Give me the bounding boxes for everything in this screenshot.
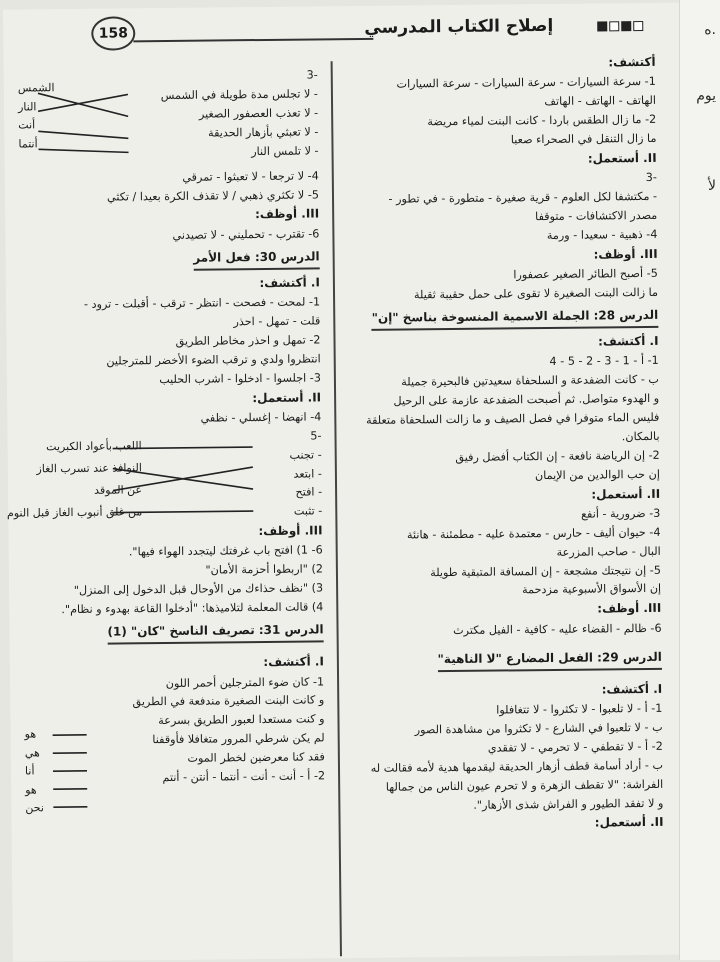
text-line: 6- تقترب - تحمليني - لا تصيدني bbox=[19, 225, 319, 246]
text-line: ب - أراد أسامة قطف أزهار الحديقة ليقدمها هدية لأمه فقالت له bbox=[347, 756, 663, 777]
text-line: 1- لمحت - فصحت - انتظر - ترقب - أقبلت - ترود - bbox=[20, 293, 320, 314]
kana-arrows bbox=[47, 727, 88, 817]
text-line: - لا تعذب العصفور الصغير bbox=[18, 104, 318, 125]
text-line: 2- ما زال الطقس باردا - كانت البنت لمياء مريضة bbox=[340, 111, 656, 132]
lesson-title: الدرس 28: الجملة الاسمية المنسوخة بناسخ "إن" bbox=[372, 306, 659, 331]
ex3-target: النار bbox=[18, 98, 78, 116]
text-line: الهاتف - الهاتف - الهاتف bbox=[340, 92, 656, 113]
pronoun-label: نحن bbox=[25, 799, 73, 817]
ex5-target: النوافذ عند تسرب الغاز bbox=[22, 458, 142, 480]
section-heading: أكتشف: bbox=[340, 53, 656, 75]
text-line: 2- أ - أنت - أنت - أنتما - أنتن - أنتم bbox=[25, 767, 325, 788]
section-heading: III. أوظف: bbox=[345, 599, 661, 621]
text-line: - افتح bbox=[22, 484, 322, 505]
text-line: انتظروا ولدي و ترقب الضوء الأخضر للمترجلين bbox=[21, 350, 321, 371]
lesson-title: الدرس 29: الفعل المضارع "لا الناهية" bbox=[438, 647, 662, 672]
ex3-target: أنت bbox=[18, 116, 78, 134]
next-page-edge bbox=[679, 0, 720, 960]
text-line: -3 bbox=[341, 169, 657, 190]
text-line: - لا تجلس مدة طويلة في الشمس bbox=[18, 85, 318, 106]
section-heading: I. أكتشف: bbox=[20, 273, 320, 295]
text-line: 4) قالت المعلمة لتلاميذها: "أدخلوا القاعة بهدوء و نظام". bbox=[23, 599, 323, 620]
pronoun-label: أنا bbox=[25, 762, 73, 780]
book-page bbox=[3, 2, 713, 961]
text-line: فقد كنا معرضين لخطر الموت bbox=[25, 749, 325, 770]
section-heading: III. أوظف: bbox=[342, 245, 658, 267]
section-heading: III. أوظف: bbox=[22, 522, 322, 544]
text-line: 2) "اربطوا أحزمة الأمان" bbox=[23, 561, 323, 582]
edge-text: ه. bbox=[704, 22, 716, 38]
text-line: 5- إن نتيجتك مشجعة - إن المسافة المتبقية طويلة bbox=[345, 561, 661, 582]
right-column bbox=[340, 53, 664, 837]
header-title: إصلاح الكتاب المدرسي bbox=[364, 16, 553, 38]
text-line: - ابتعد bbox=[22, 465, 322, 486]
text-line: 1- أ - لا تلعبوا - لا تكثروا - لا تتغافلوا bbox=[346, 700, 662, 721]
text-line: ما زال التنقل في الصحراء صعبا bbox=[340, 130, 656, 151]
text-line: ب - كانت الضفدعة و السلحفاة سعيدتين فالبحيرة جميلة bbox=[343, 371, 659, 392]
section-heading: III. أوظف: bbox=[19, 205, 319, 227]
left-column bbox=[18, 66, 326, 789]
text-line: 4- لا ترجعا - لا تعبثوا - تمرقي bbox=[19, 167, 319, 188]
lesson-title: الدرس 30: فعل الأمر bbox=[193, 247, 320, 271]
text-line: إن حب الوالدين من الإيمان bbox=[344, 466, 660, 487]
text-line: - تجنب bbox=[22, 446, 322, 467]
pronoun-label: هو bbox=[25, 781, 73, 799]
text-line: -5 bbox=[21, 427, 321, 448]
text-line: لم يكن شرطي المرور متغافلا فأوقفنا bbox=[25, 730, 325, 751]
section-heading: II. أستعمل: bbox=[344, 484, 660, 506]
page-number: 158 bbox=[91, 16, 135, 50]
text-line: إن الأسواق الأسبوعية مزدحمة bbox=[345, 580, 661, 601]
text-line: 1- أ - 1 - 3 - 2 - 5 - 4 bbox=[343, 352, 659, 373]
text-line: - تثبت bbox=[22, 503, 322, 524]
text-line: 6- 1) افتح باب غرفتك ليتجدد الهواء فيها". bbox=[23, 542, 323, 563]
section-heading: I. أكتشف: bbox=[346, 680, 662, 702]
section-heading: II. أستعمل: bbox=[341, 149, 657, 171]
ex5-target: اللعب بأعواد الكبريت bbox=[22, 436, 142, 458]
text-line: 4- حيوان أليف - حارس - معتمدة عليه - مطمئنة - هانئة bbox=[344, 524, 660, 545]
section-heading: II. أستعمل: bbox=[21, 388, 321, 410]
lesson-title: الدرس 31: تصريف الناسخ "كان" (1) bbox=[107, 621, 323, 645]
text-line: 2- تمهل و احذر مخاطر الطريق bbox=[20, 331, 320, 352]
text-line: البال - صاحب المزرعة bbox=[345, 542, 661, 563]
ex5-target: من غلق أنبوب الغاز قبل النوم bbox=[22, 502, 142, 524]
ex5-targets bbox=[22, 436, 143, 525]
pronoun-label: هي bbox=[25, 744, 73, 762]
text-line: الفراشة: "لا تقطف الزهرة و لا تحرم عيون الناس من جمالها bbox=[347, 775, 663, 796]
text-line: 4- ذهبية - سعيدا - ورمة bbox=[341, 226, 657, 247]
text-line: - لا تعبثي بأزهار الحديقة bbox=[18, 123, 318, 144]
text-line: و كانت البنت الصغيرة مندفعة في الطريق bbox=[24, 692, 324, 713]
text-line: 3- ضرورية - أنفع bbox=[344, 505, 660, 526]
text-line: 5- أصبح الطائر الصغير عصفورا bbox=[342, 265, 658, 286]
pronoun-label: هو bbox=[25, 725, 73, 743]
text-line: فليس الماء متوفرا في فصل الصيف و ما زالت السلحفاة متعلقة bbox=[343, 409, 659, 430]
text-line: مصدر الاكتشافات - متوقفا bbox=[341, 207, 657, 228]
text-line: ما زالت البنت الصغيرة لا تقوى على حمل حقيبة ثقيلة bbox=[342, 284, 658, 305]
text-line: و لا تفقد الطيور و الفراش شذى الأزهار". bbox=[347, 794, 663, 815]
text-line: 1- كان ضوء المترجلين أحمر اللون bbox=[24, 673, 324, 694]
text-line: 4- انهضا - إغسلي - نظفي bbox=[21, 408, 321, 429]
text-line: 6- ظالم - القضاء عليه - كافية - الفيل مكترث bbox=[345, 619, 661, 640]
section-heading: I. أكتشف: bbox=[24, 653, 324, 675]
text-line: 3) "نظف حذاءك من الأوحال قبل الدخول إلى المنزل" bbox=[23, 580, 323, 601]
text-line: ب - لا تلعبوا في الشارع - لا تكثروا من مشاهدة الصور bbox=[347, 719, 663, 740]
text-line: 2- إن الرياضة نافعة - إن الكتاب أفضل رفيق bbox=[344, 447, 660, 468]
text-line: 1- سرعة السيارات - سرعة السيارات - سرعة السيارات bbox=[340, 73, 656, 94]
ex3-target: الشمس bbox=[18, 79, 78, 97]
ex3-targets bbox=[18, 79, 79, 154]
edge-text: لأ bbox=[708, 178, 716, 194]
ex5-target: عن الموقد bbox=[22, 480, 142, 502]
text-line: بالمكان. bbox=[343, 428, 659, 449]
text-line: - مكتشفا لكل العلوم - قرية صغيرة - متطورة - في تطور - bbox=[341, 188, 657, 209]
text-line: و كنت مستعدا لعبور الطريق بسرعة bbox=[24, 711, 324, 732]
ex3-target: أنتما bbox=[18, 135, 78, 153]
text-line: - لا تلمس النار bbox=[18, 142, 318, 163]
page-header bbox=[63, 12, 703, 59]
header-rule bbox=[133, 38, 373, 43]
text-line: -3 bbox=[18, 66, 318, 87]
edge-text: يوم bbox=[696, 88, 716, 104]
section-heading: II. أستعمل: bbox=[348, 813, 664, 835]
text-line: 3- اجلسوا - ادخلوا - اشرب الحليب bbox=[21, 369, 321, 390]
section-heading: I. أكتشف: bbox=[342, 332, 658, 354]
text-line: و الهدوء متواصل. ثم أصبحت الضفدعة عازمة على الرحيل bbox=[343, 390, 659, 411]
text-line: 2- أ - لا تقطفي - لا تحرمي - لا تفقدي bbox=[347, 738, 663, 759]
text-line: قلت - تمهل - احذر bbox=[20, 312, 320, 333]
text-line: 5- لا تكثري ذهبي / لا تقذف الكرة بعيدا / تكثي bbox=[19, 186, 319, 207]
header-squares-icon bbox=[597, 21, 643, 31]
